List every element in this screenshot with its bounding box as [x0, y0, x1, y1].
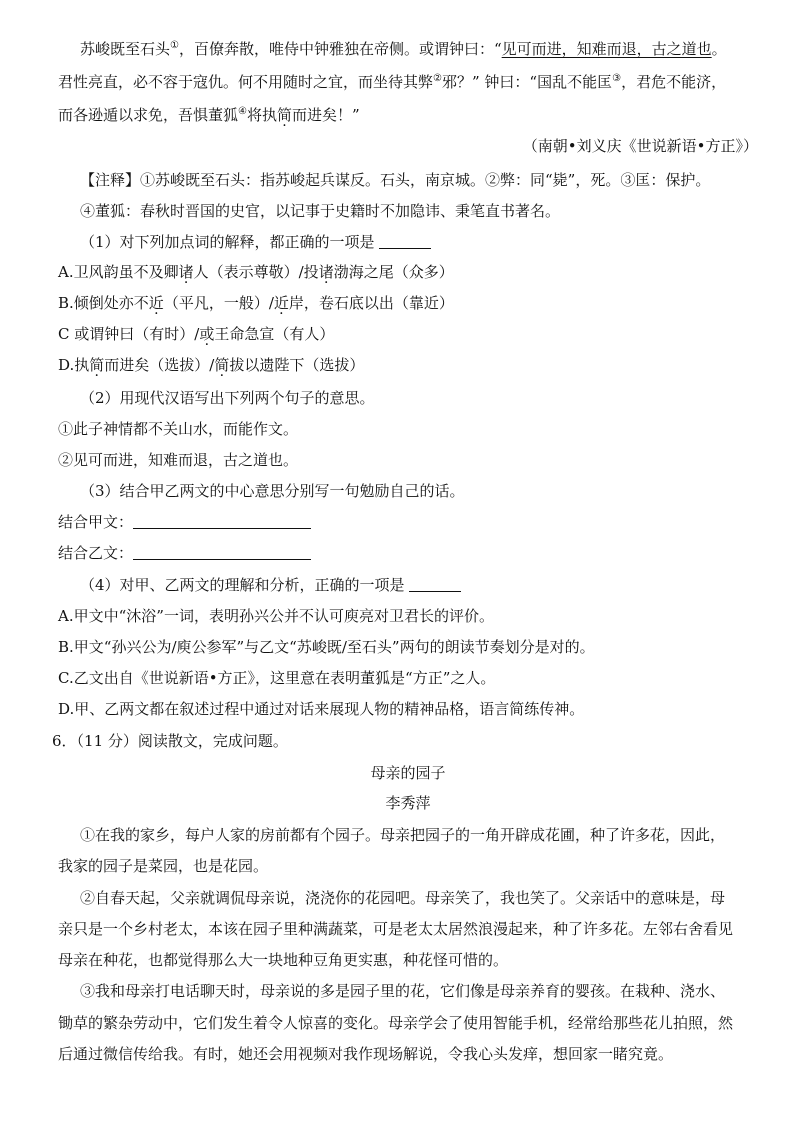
passage-source: （南朝•刘义庆《世说新语•方正》） — [522, 137, 758, 155]
passage-line: 君性亮直，必不容于寇仇。何不用随时之宜，而坐待其弊②邪？” 钟曰：“国乱不能匡③，君危不能济， — [58, 73, 727, 91]
passage-line: 而各逊遁以求免，吾惧董狐④将执简而进矣！” — [58, 106, 360, 124]
essay-title: 母亲的园子 — [370, 764, 446, 782]
question-6-stem: 6．（11 分）阅读散文，完成问题。 — [52, 732, 288, 750]
q4-option-b: B.甲文“孙兴公为/庾公参军”与乙文“苏峻既/至石头”两句的朗读节奏划分是对的。 — [58, 638, 595, 656]
essay-paragraph-line: ③我和母亲打电话聊天时，母亲说的多是园子里的花，它们像是母亲养育的婴孩。在栽种、浇水、 — [80, 982, 726, 1000]
q2-sentence-1: ①此子神情都不关山水，而能作文。 — [58, 420, 299, 438]
q4-option-c: C.乙文出自《世说新语•方正》，这里意在表明董狐是“方正”之人。 — [58, 669, 496, 687]
q1-option-d: D.执简而进矣（选拔）/简拔以遗陛下（选拔） — [58, 356, 365, 374]
q1-option-c: C 或谓钟曰（有时）/或王命急宣（有人） — [58, 325, 335, 343]
answer-blank[interactable] — [409, 577, 461, 592]
q4-option-d: D.甲、乙两文都在叙述过程中通过对话来展现人物的精神品格，语言简练传神。 — [58, 700, 585, 718]
notes-line: 【注释】①苏峻既至石头：指苏峻起兵谋反。石头，南京城。②弊：同“毙”，死。③匡：保护。 — [80, 171, 711, 189]
q3-answer-b: 结合乙文： — [58, 542, 311, 564]
q1-option-b: B.倾倒处亦不近（平凡，一般）/近岸，卷石底以出（靠近） — [58, 294, 454, 312]
essay-paragraph-line: 亲只是一个乡村老太，本该在园子里种满蔬菜，可是老太太居然浪漫起来，种了许多花。左邻右舍看见 — [58, 920, 734, 938]
essay-paragraph-line: 母亲在种花，也都觉得那么大一块地种豆角更实惠，种花怪可惜的。 — [58, 951, 509, 969]
answer-blank[interactable] — [133, 514, 311, 529]
answer-blank[interactable] — [133, 545, 311, 560]
question-1-stem: （1）对下列加点词的解释，都正确的一项是 — [80, 231, 431, 253]
essay-paragraph-line: ①在我的家乡，每户人家的房前都有个园子。母亲把园子的一角开辟成花圃，种了许多花，因此， — [80, 826, 726, 844]
essay-author: 李秀萍 — [385, 794, 431, 812]
essay-paragraph-line: 我家的园子是菜园，也是花园。 — [58, 857, 269, 875]
passage-line: 苏峻既至石头①，百僚奔散，唯侍中钟雅独在帝侧。或谓钟曰：“见可而进，知难而退，古之道也。 — [80, 40, 727, 58]
question-2-stem: （2）用现代汉语写出下列两个句子的意思。 — [80, 389, 375, 407]
notes-line: ④董狐：春秋时晋国的史官，以记事于史籍时不加隐讳、秉笔直书著名。 — [80, 202, 561, 220]
q1-option-a: A.卫风韵虽不及卿诸人（表示尊敬）/投诸渤海之尾（众多） — [58, 263, 454, 281]
essay-paragraph-line: 后通过微信传给我。有时，她还会用视频对我作现场解说，令我心头发痒，想回家一睹究竟。 — [58, 1045, 674, 1063]
answer-blank[interactable] — [379, 234, 431, 249]
q3-answer-a: 结合甲文： — [58, 511, 311, 533]
question-3-stem: （3）结合甲乙两文的中心意思分别写一句勉励自己的话。 — [80, 482, 465, 500]
essay-paragraph-line: 锄草的繁杂劳动中，它们发生着令人惊喜的变化。母亲学会了使用智能手机，经常给那些花儿拍照，然 — [58, 1014, 734, 1032]
essay-paragraph-line: ②自春天起，父亲就调侃母亲说，浇浇你的花园吧。母亲笑了，我也笑了。父亲话中的意味是，母 — [80, 889, 726, 907]
q4-option-a: A.甲文中“沐浴”一词，表明孙兴公并不认可庾亮对卫君长的评价。 — [58, 607, 494, 625]
q2-sentence-2: ②见可而进，知难而退，古之道也。 — [58, 451, 299, 469]
question-4-stem: （4）对甲、乙两文的理解和分析，正确的一项是 — [80, 574, 461, 596]
